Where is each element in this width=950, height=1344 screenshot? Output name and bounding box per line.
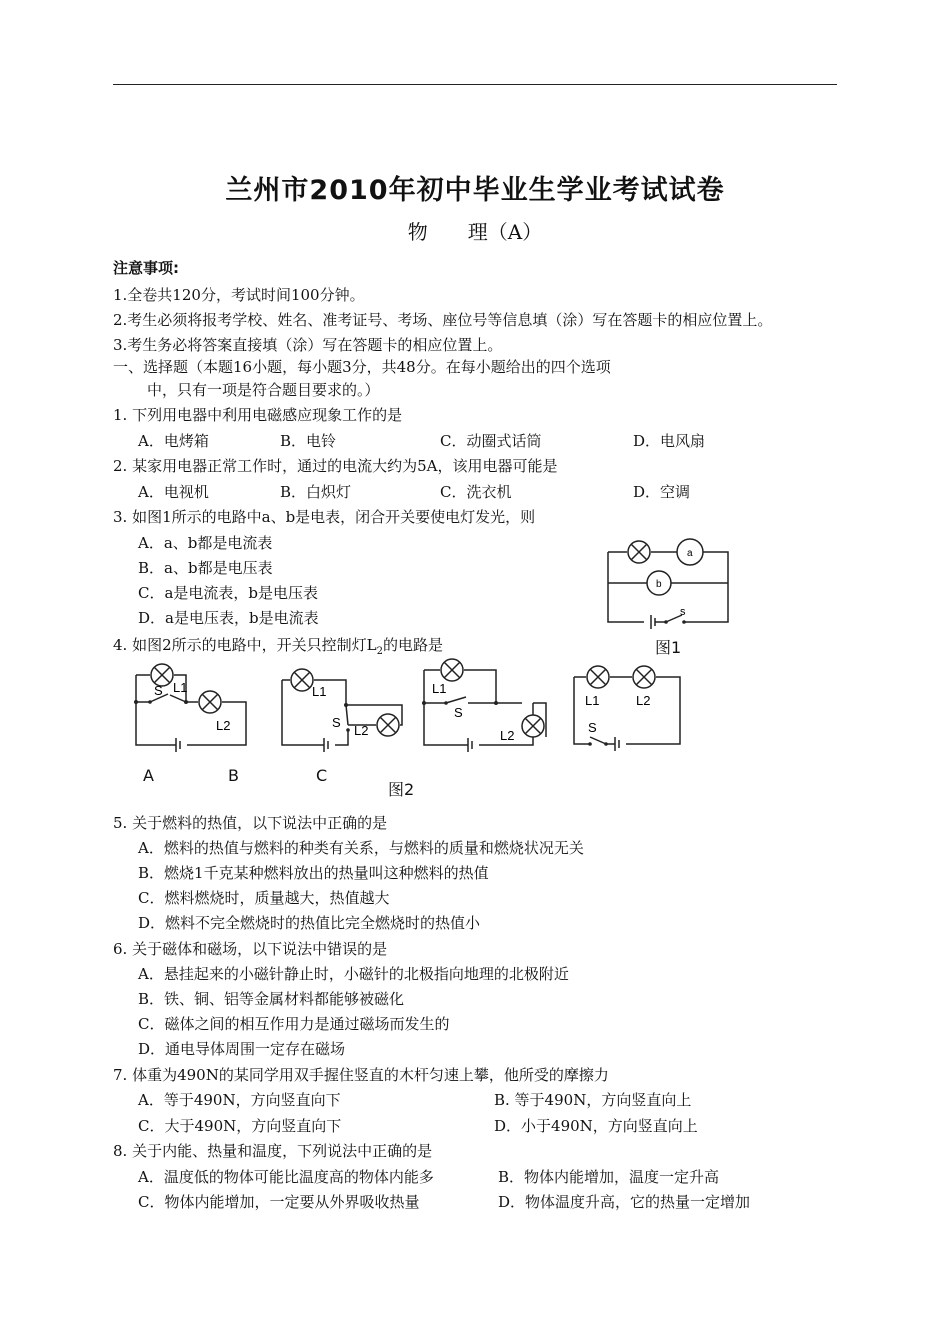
- q5-option-d: D．燃料不完全燃烧时的热值比完全燃烧时的热值小: [138, 914, 481, 932]
- q5-option-a: A．燃料的热值与燃料的种类有关系，与燃料的质量和燃烧状况无关: [138, 839, 584, 857]
- q6-option-b: B．铁、铜、铝等金属材料都能够被磁化: [138, 990, 405, 1008]
- fig2c-switch-label: S: [454, 705, 463, 720]
- question-6-stem: 6. 关于磁体和磁场，以下说法中错误的是: [113, 940, 388, 958]
- q5-option-c: C．燃料燃烧时，质量越大，热值越大: [138, 889, 390, 907]
- q1-option-b: B．电铃: [280, 432, 337, 450]
- q8-option-a: A．温度低的物体可能比温度高的物体内能多: [138, 1168, 434, 1186]
- question-4-stem: 4. 如图2所示的电路中，开关只控制灯$L_2$的电路是: [113, 636, 443, 657]
- q7-option-b: B. 等于490N，方向竖直向上: [494, 1091, 692, 1109]
- figure-2-circuit-a: [128, 660, 253, 755]
- fig2b-lamp2-label: L2: [354, 723, 369, 738]
- q5-option-b: B．燃烧1千克某种燃料放出的热量叫这种燃料的热值: [138, 864, 489, 882]
- section-heading-cont: 中，只有一项是符合题目要求的。）: [147, 381, 380, 399]
- figure-1-circuit: [600, 535, 740, 630]
- top-rule: [113, 84, 837, 85]
- note-item: 2.考生必须将报考学校、姓名、准考证号、考场、座位号等信息填（涂）写在答题卡的相应位置上。: [113, 311, 773, 329]
- q6-option-c: C．磁体之间的相互作用力是通过磁场而发生的: [138, 1015, 450, 1033]
- figure-1-caption: 图1: [655, 638, 682, 657]
- fig2-option-label-a: A: [143, 766, 154, 785]
- q7-option-c: C．大于490N，方向竖直向下: [138, 1117, 342, 1135]
- figure-2-caption: 图2: [388, 780, 415, 799]
- q8-option-d: D．物体温度升高，它的热量一定增加: [498, 1193, 751, 1211]
- q7-option-d: D．小于490N，方向竖直向上: [494, 1117, 698, 1135]
- q6-option-d: D．通电导体周围一定存在磁场: [138, 1040, 346, 1058]
- q2-option-c: C．洗衣机: [440, 483, 512, 501]
- q2-option-b: B．白炽灯: [280, 483, 352, 501]
- fig2d-switch-label: S: [588, 720, 597, 735]
- fig2a-switch-label: S: [154, 683, 163, 698]
- fig1-meter-b-label: b: [656, 579, 662, 590]
- q1-option-d: D．电风扇: [633, 432, 706, 450]
- fig2-option-label-c: C: [316, 766, 328, 785]
- note-item: 1.全卷共120分，考试时间100分钟。: [113, 286, 365, 304]
- fig2a-lamp1-label: L1: [173, 680, 188, 695]
- fig2d-lamp2-label: L2: [636, 693, 651, 708]
- fig1-switch-label: s: [680, 606, 686, 618]
- question-3-stem: 3. 如图1所示的电路中a、b是电表，闭合开关要使电灯发光，则: [113, 508, 536, 526]
- note-item: 3.考生务必将答案直接填（涂）写在答题卡的相应位置上。: [113, 336, 503, 354]
- figure-2-circuit-b: [276, 665, 406, 755]
- exam-title: 兰州市2010年初中毕业生学业考试试卷: [225, 175, 725, 206]
- q3-option-c: C．a是电流表，b是电压表: [138, 584, 319, 602]
- question-7-stem: 7. 体重为490N的某同学用双手握住竖直的木杆匀速上攀，他所受的摩擦力: [113, 1066, 609, 1084]
- question-5-stem: 5. 关于燃料的热值，以下说法中正确的是: [113, 814, 388, 832]
- notes-heading: 注意事项:: [113, 259, 179, 277]
- question-1-stem: 1. 下列用电器中利用电磁感应现象工作的是: [113, 406, 403, 424]
- fig2b-lamp1-label: L1: [312, 684, 327, 699]
- fig2a-lamp2-label: L2: [216, 718, 231, 733]
- figure-2-circuit-c: [418, 655, 553, 750]
- q7-option-a: A．等于490N，方向竖直向下: [138, 1091, 341, 1109]
- q8-option-b: B．物体内能增加，温度一定升高: [498, 1168, 720, 1186]
- fig2b-switch-label: S: [332, 715, 341, 730]
- fig2d-lamp1-label: L1: [585, 693, 600, 708]
- subject-title: 物 理（A）: [407, 220, 543, 244]
- figure-2-circuit-d: [568, 662, 688, 752]
- fig2c-lamp1-label: L1: [432, 681, 447, 696]
- q6-option-a: A．悬挂起来的小磁针静止时，小磁针的北极指向地理的北极附近: [138, 965, 569, 983]
- fig1-meter-a-label: a: [687, 548, 693, 559]
- fig2c-lamp2-label: L2: [500, 728, 515, 743]
- q8-option-c: C．物体内能增加，一定要从外界吸收热量: [138, 1193, 420, 1211]
- q1-option-a: A．电烤箱: [138, 432, 209, 450]
- section-heading: 一、选择题（本题16小题，每小题3分，共48分。在每小题给出的四个选项: [113, 358, 611, 376]
- q3-option-b: B．a、b都是电压表: [138, 559, 273, 577]
- q3-option-a: A．a、b都是电流表: [138, 534, 273, 552]
- q3-option-d: D．a是电压表，b是电流表: [138, 609, 319, 627]
- q2-option-a: A．电视机: [138, 483, 209, 501]
- q1-option-c: C．动圈式话筒: [440, 432, 542, 450]
- fig2-option-label-b: B: [228, 766, 239, 785]
- q2-option-d: D．空调: [633, 483, 691, 501]
- question-8-stem: 8. 关于内能、热量和温度，下列说法中正确的是: [113, 1142, 433, 1160]
- question-2-stem: 2. 某家用电器正常工作时，通过的电流大约为5A，该用电器可能是: [113, 457, 558, 475]
